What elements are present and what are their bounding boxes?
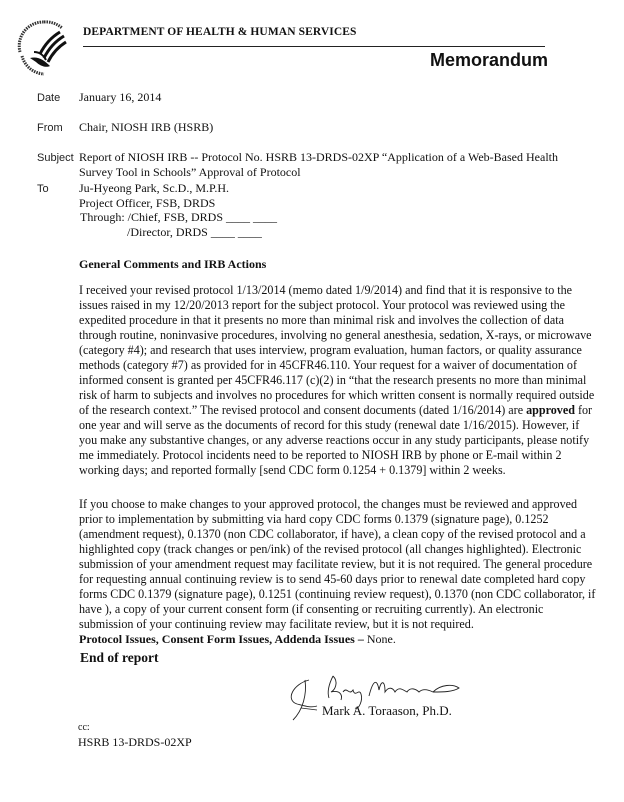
- paragraph-1: [79, 283, 599, 478]
- from-value: Chair, NIOSH IRB (HSRB): [79, 120, 214, 134]
- date-value: January 16, 2014: [79, 90, 162, 104]
- end-of-report: End of report: [80, 650, 159, 665]
- document-type-title: Memorandum: [430, 50, 549, 70]
- issues-line: [79, 632, 396, 647]
- paragraph-1-text-a: I received your revised protocol 1/13/2014 (memo dated 1/9/2014) and find that it is responsive to the issues raised in my 12/20/2013 report for the subject protocol. Your protocol was reviewed using the expedited procedure in that it presents no more than minimal risk and involves the collection of data through routine, noninvasive procedures, involving no general anesthesia, sedation, X-rays, or microwave (category #4); and research that uses interview, program evaluation, human factors, or quality assurance methods (category #7) as provided for in 45CFR46.110. Your request for a waiver of documentation of informed consent is granted per 45CFR46.117 (c)(2) in “that the research presents no more than minimal risk of harm to subjects and involves no procedures for which written consent is normally required outside of the research context.” The revised protocol and consent documents (dated 1/16/2014) are: [79, 283, 595, 417]
- issues-value: None.: [363, 632, 396, 646]
- subject-line-2: Survey Tool in Schools” Approval of Protocol: [79, 165, 301, 179]
- approved-emphasis: approved: [526, 403, 575, 417]
- date-label: Date: [37, 92, 61, 104]
- paragraph-2: If you choose to make changes to your approved protocol, the changes must be reviewed and approved prior to implementation by submitting via hard copy CDC forms 0.1379 (signature page), 0.1252 (amendment request), 0.1370 (non CDC collaborator, if have), a clean copy of the revised protocol and a highlighted copy (track changes or pen/ink) of the revised protocol (all changes highlighted). Electronic submission of your amendment request may facilitate review, but it is not required. The general procedure for requesting annual continuing review is to send 45-60 days prior to renewal date completed hard copy forms CDC 0.1379 (signature page), 0.1251 (continuing review request), 0.1370 (non CDC collaborator, if have ), a copy of your current consent form (if consenting or recruiting currently). An electronic submission of your continuing review may facilitate review, but it is not required.: [79, 497, 596, 631]
- issues-label: Protocol Issues, Consent Form Issues, Addenda Issues –: [79, 632, 364, 646]
- header-divider: [83, 46, 545, 47]
- to-through-chief: Through: /Chief, FSB, DRDS ____ ____: [80, 210, 278, 224]
- from-label: From: [37, 122, 63, 134]
- cc-label: cc:: [78, 722, 90, 733]
- hhs-eagle-seal-icon: [14, 12, 72, 76]
- to-recipient-name: Ju-Hyeong Park, Sc.D., M.P.H.: [79, 181, 229, 195]
- subject-line-1: Report of NIOSH IRB -- Protocol No. HSRB 13-DRDS-02XP “Application of a Web-Based Health: [79, 150, 558, 164]
- cc-reference: HSRB 13-DRDS-02XP: [78, 735, 192, 749]
- signer-name: Mark A. Toraason, Ph.D.: [322, 703, 452, 718]
- to-recipient-title: Project Officer, FSB, DRDS: [79, 196, 216, 210]
- paragraph-1-text-b: for one year and will serve as the documents of record for this study (renewal date 1/16/2015). However, if you make any substantive changes, or any adverse reactions occur in any study participants, please notify me immediately. Protocol incidents need to be reported to NIOSH IRB by phone or E-mail within 2 working days; and reported formally [send CDC form 0.1254 + 0.1379] within 2 weeks.: [79, 403, 593, 477]
- section-heading: General Comments and IRB Actions: [79, 257, 267, 271]
- to-label: To: [37, 183, 49, 195]
- department-name: DEPARTMENT OF HEALTH & HUMAN SERVICES: [83, 26, 357, 38]
- to-through-director: /Director, DRDS ____ ____: [127, 225, 262, 239]
- subject-label: Subject: [37, 152, 74, 164]
- handwritten-signature-icon: [283, 670, 483, 730]
